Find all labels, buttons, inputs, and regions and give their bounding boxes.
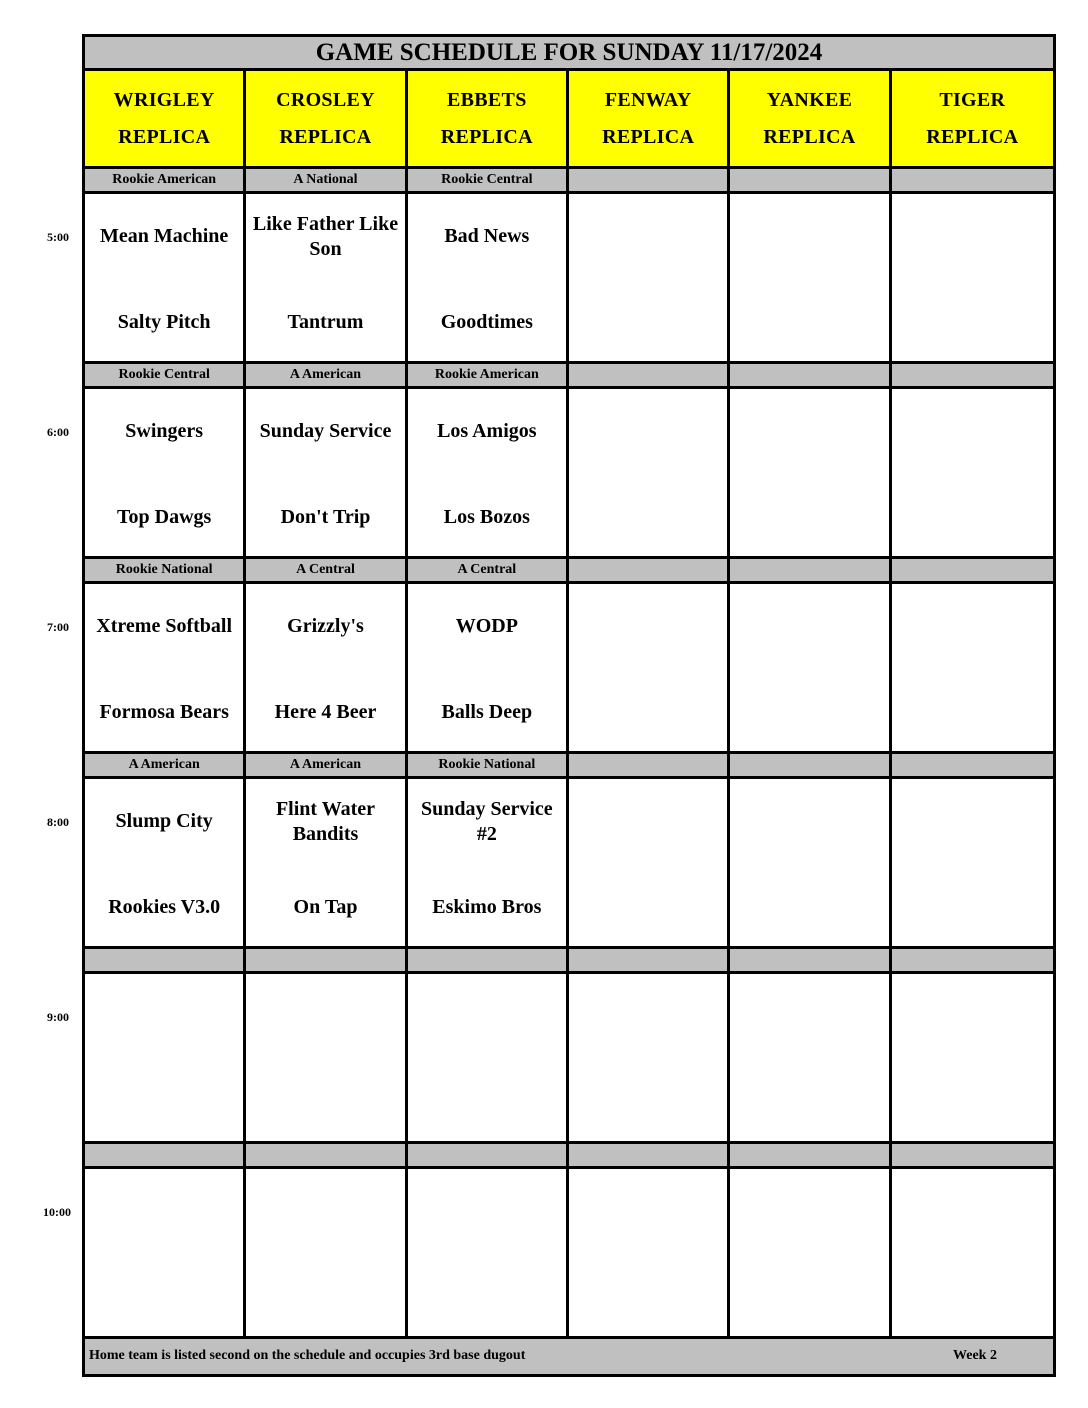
game-cell <box>85 194 246 364</box>
game-cell <box>569 194 730 364</box>
home-team: On Tap <box>293 895 358 918</box>
home-team <box>569 877 727 937</box>
division-label: A American <box>246 364 407 389</box>
game-cell <box>408 974 569 1144</box>
venue-header-wrigley <box>85 71 246 169</box>
game-cell <box>569 389 730 559</box>
game-cell <box>569 1169 730 1339</box>
away-team <box>569 1179 727 1244</box>
home-team <box>246 1267 404 1327</box>
home-team: Here 4 Beer <box>274 700 377 723</box>
venue-type: REPLICA <box>926 125 1019 148</box>
venue-name: FENWAY <box>604 88 692 111</box>
home-team <box>569 682 727 742</box>
away-team <box>85 984 243 1049</box>
away-team: Bad News <box>444 225 530 247</box>
game-cell <box>892 1169 1053 1339</box>
division-label <box>892 949 1053 974</box>
venue-header-yankee <box>730 71 891 169</box>
home-team: Balls Deep <box>441 700 533 723</box>
away-team: Grizzly's <box>287 615 364 637</box>
division-label <box>892 1144 1053 1169</box>
home-team <box>569 292 727 352</box>
game-cell <box>408 779 569 949</box>
home-team <box>408 1267 566 1327</box>
division-label <box>246 1144 407 1169</box>
home-team <box>569 1072 727 1132</box>
game-cell <box>85 389 246 559</box>
game-cell <box>85 974 246 1144</box>
division-label <box>569 559 730 584</box>
division-label: A Central <box>408 559 569 584</box>
away-team <box>730 984 888 1049</box>
away-team <box>730 789 888 854</box>
away-team <box>892 984 1053 1049</box>
division-label: Rookie National <box>408 754 569 779</box>
time-label: 5:00 <box>47 230 69 244</box>
home-team <box>730 877 888 937</box>
game-cell <box>730 584 891 754</box>
home-team <box>85 1072 243 1132</box>
away-team <box>569 789 727 854</box>
game-cell <box>408 194 569 364</box>
venue-type: REPLICA <box>763 125 856 148</box>
game-cell <box>85 584 246 754</box>
venue-type: REPLICA <box>279 125 372 148</box>
venue-name: EBBETS <box>447 88 527 111</box>
division-label <box>892 559 1053 584</box>
division-label <box>246 949 407 974</box>
away-team: Sunday Service <box>259 420 392 442</box>
division-label: A American <box>85 754 246 779</box>
time-label: 10:00 <box>43 1205 71 1219</box>
venue-name: WRIGLEY <box>113 88 215 111</box>
home-team: Tantrum <box>287 310 364 333</box>
away-team <box>730 594 888 659</box>
division-label <box>85 949 246 974</box>
home-team: Eskimo Bros <box>432 895 542 918</box>
home-team <box>892 877 1053 937</box>
away-team <box>569 204 727 269</box>
game-cell <box>246 974 407 1144</box>
game-cell <box>569 584 730 754</box>
division-label: A National <box>246 169 407 194</box>
game-cell <box>730 194 891 364</box>
away-team: Xtreme Softball <box>96 615 233 637</box>
away-team: Slump City <box>115 810 213 832</box>
division-label <box>408 949 569 974</box>
time-label: 9:00 <box>47 1010 69 1024</box>
away-team: WODP <box>455 615 518 637</box>
home-team <box>892 1267 1053 1327</box>
away-team <box>569 984 727 1049</box>
away-team: Swingers <box>125 420 204 442</box>
schedule-table <box>82 34 1056 1377</box>
home-team <box>730 1267 888 1327</box>
division-label <box>730 559 891 584</box>
venue-header-ebbets <box>408 71 569 169</box>
home-team: Salty Pitch <box>117 310 211 333</box>
division-label <box>569 364 730 389</box>
home-team <box>730 292 888 352</box>
away-team <box>730 399 888 464</box>
game-cell <box>408 389 569 559</box>
division-label <box>730 754 891 779</box>
game-cell <box>569 779 730 949</box>
away-team <box>892 789 1053 854</box>
division-label <box>892 169 1053 194</box>
game-cell <box>730 1169 891 1339</box>
home-team <box>246 1072 404 1132</box>
home-team: Formosa Bears <box>99 700 229 723</box>
home-team <box>85 1267 243 1327</box>
venue-type: REPLICA <box>440 125 533 148</box>
away-team <box>892 204 1053 269</box>
home-team <box>730 1072 888 1132</box>
away-team: Los Amigos <box>437 420 537 442</box>
away-team <box>892 1179 1053 1244</box>
division-label <box>569 1144 730 1169</box>
home-team: Goodtimes <box>440 310 533 333</box>
game-cell <box>730 779 891 949</box>
division-label: Rookie American <box>85 169 246 194</box>
division-label <box>569 754 730 779</box>
division-label: A Central <box>246 559 407 584</box>
schedule-title: GAME SCHEDULE FOR SUNDAY 11/17/2024 <box>85 37 1053 71</box>
game-cell <box>85 1169 246 1339</box>
away-team <box>408 984 566 1049</box>
game-cell <box>246 584 407 754</box>
game-cell <box>246 779 407 949</box>
home-team <box>892 292 1053 352</box>
game-cell <box>730 974 891 1144</box>
away-team <box>892 594 1053 659</box>
home-team <box>730 682 888 742</box>
game-cell <box>569 974 730 1144</box>
game-cell <box>408 1169 569 1339</box>
away-team <box>246 1179 404 1244</box>
division-label: Rookie American <box>408 364 569 389</box>
division-label <box>730 1144 891 1169</box>
away-team: Mean Machine <box>100 225 229 247</box>
division-label <box>892 364 1053 389</box>
game-cell <box>892 194 1053 364</box>
home-team <box>892 1072 1053 1132</box>
game-cell <box>892 389 1053 559</box>
time-label: 8:00 <box>47 815 69 829</box>
home-team <box>892 487 1053 547</box>
away-team <box>569 594 727 659</box>
division-label <box>408 1144 569 1169</box>
away-team <box>408 1179 566 1244</box>
game-cell <box>85 779 246 949</box>
away-team <box>730 1179 888 1244</box>
away-team <box>892 399 1053 464</box>
venue-header-fenway <box>569 71 730 169</box>
week-label: Week 2 <box>953 1348 997 1363</box>
game-cell <box>408 584 569 754</box>
game-cell <box>730 389 891 559</box>
home-team <box>569 1267 727 1327</box>
venue-header-crosley <box>246 71 407 169</box>
home-team: Don't Trip <box>280 505 371 528</box>
away-team: Sunday Service #2 <box>420 797 553 845</box>
away-team <box>85 1179 243 1244</box>
game-cell <box>892 779 1053 949</box>
division-label: Rookie Central <box>408 169 569 194</box>
venue-type: REPLICA <box>118 125 211 148</box>
schedule-footer <box>85 1339 1053 1374</box>
venue-name: CROSLEY <box>276 88 375 111</box>
home-team-note: Home team is listed second on the schedule and occupies 3rd base dugout <box>89 1348 526 1363</box>
game-cell <box>246 389 407 559</box>
home-team <box>569 487 727 547</box>
game-cell <box>246 1169 407 1339</box>
away-team: Like Father Like Son <box>252 212 399 260</box>
division-label <box>730 364 891 389</box>
away-team: Flint Water Bandits <box>275 797 376 845</box>
away-team <box>730 204 888 269</box>
venue-name: YANKEE <box>766 88 853 111</box>
home-team: Top Dawgs <box>117 505 212 528</box>
home-team: Los Bozos <box>443 505 530 528</box>
home-team: Rookies V3.0 <box>108 895 221 918</box>
division-label <box>569 949 730 974</box>
division-label <box>892 754 1053 779</box>
division-label <box>730 949 891 974</box>
time-label: 6:00 <box>47 425 69 439</box>
home-team <box>892 682 1053 742</box>
time-label: 7:00 <box>47 620 69 634</box>
game-cell <box>246 194 407 364</box>
away-team <box>569 399 727 464</box>
game-cell <box>892 974 1053 1144</box>
home-team <box>408 1072 566 1132</box>
division-label: Rookie National <box>85 559 246 584</box>
division-label <box>569 169 730 194</box>
away-team <box>246 984 404 1049</box>
game-cell <box>892 584 1053 754</box>
division-label: Rookie Central <box>85 364 246 389</box>
division-label <box>85 1144 246 1169</box>
division-label <box>730 169 891 194</box>
venue-name: TIGER <box>939 88 1006 111</box>
venue-header-tiger <box>892 71 1053 169</box>
venue-type: REPLICA <box>602 125 695 148</box>
home-team <box>730 487 888 547</box>
division-label: A American <box>246 754 407 779</box>
